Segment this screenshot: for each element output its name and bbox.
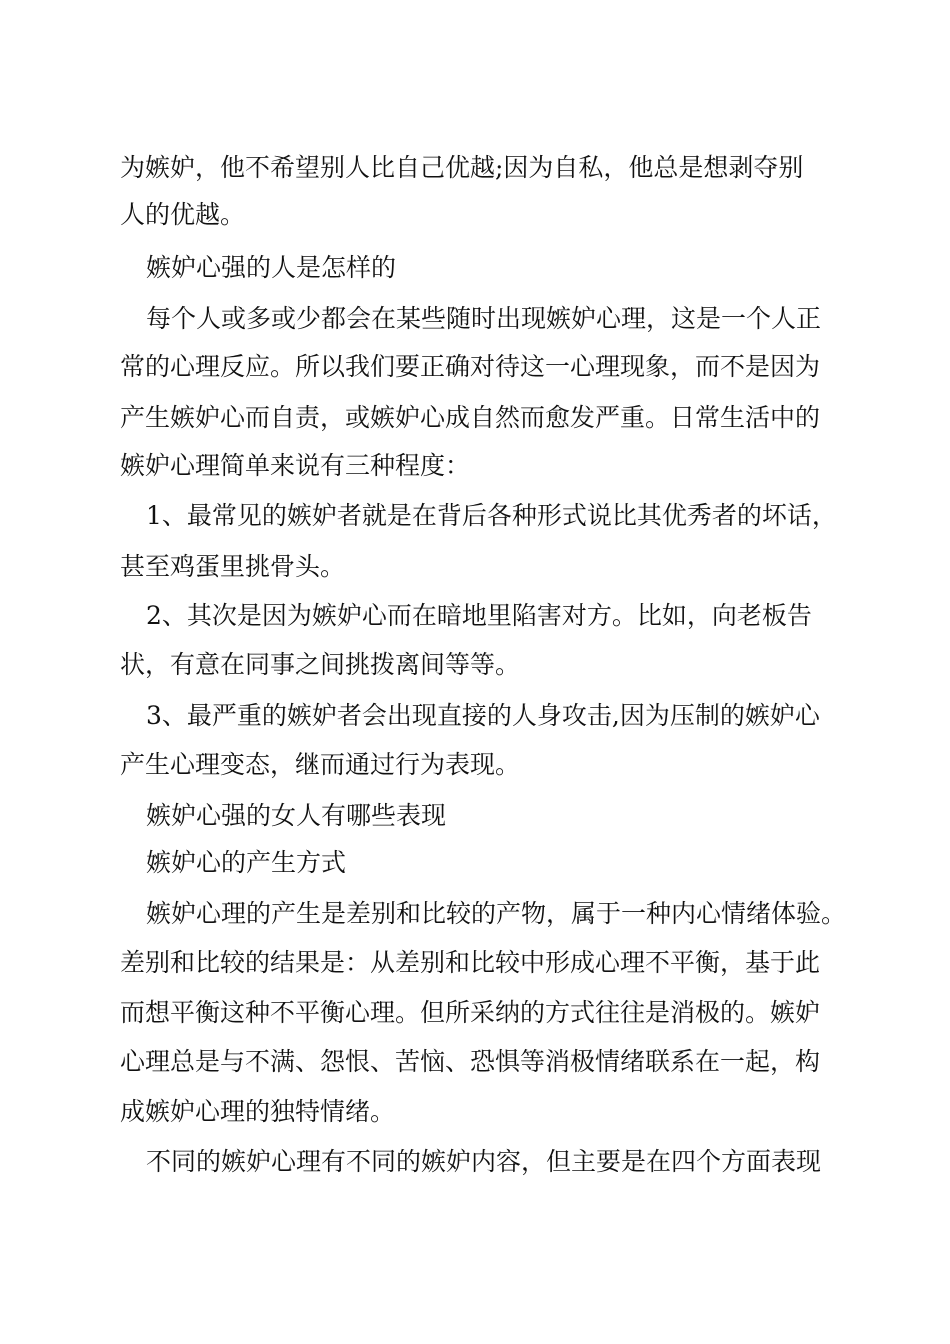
text-line: 不同的嫉妒心理有不同的嫉妒内容，但主要是在四个方面表现 — [146, 1147, 822, 1176]
list-item: 2、其次是因为嫉妒心而在暗地里陷害对方。比如，向老板告 — [146, 601, 812, 630]
text-line: 为嫉妒，他不希望别人比自己优越;因为自私，他总是想剥夺别 — [120, 153, 804, 182]
text-line: 心理总是与不满、怨恨、苦恼、恐惧等消极情绪联系在一起，构 — [120, 1047, 821, 1076]
text-line: 差别和比较的结果是：从差别和比较中形成心理不平衡，基于此 — [120, 948, 821, 977]
text-line: 人的优越。 — [120, 200, 246, 229]
text-line: 成嫉妒心理的独特情绪。 — [120, 1097, 396, 1126]
section-heading: 嫉妒心强的女人有哪些表现 — [146, 801, 447, 830]
text-line: 每个人或多或少都会在某些随时出现嫉妒心理，这是一个人正 — [146, 304, 822, 333]
list-item: 3、最严重的嫉妒者会出现直接的人身攻击,因为压制的嫉妒心 — [146, 701, 820, 730]
text-line: 甚至鸡蛋里挑骨头。 — [120, 552, 346, 581]
text-line: 而想平衡这种不平衡心理。但所采纳的方式往往是消极的。嫉妒 — [120, 998, 821, 1027]
list-item: 1、最常见的嫉妒者就是在背后各种形式说比其优秀者的坏话， — [146, 501, 837, 530]
text-line: 嫉妒心理的产生是差别和比较的产物，属于一种内心情绪体验。 — [146, 899, 847, 928]
text-line: 状，有意在同事之间挑拨离间等等。 — [120, 650, 521, 679]
section-heading: 嫉妒心的产生方式 — [146, 848, 347, 877]
text-line: 常的心理反应。所以我们要正确对待这一心理现象，而不是因为 — [120, 352, 821, 381]
text-line: 嫉妒心理简单来说有三种程度： — [120, 451, 471, 480]
text-line: 产生心理变态，继而通过行为表现。 — [120, 750, 521, 779]
section-heading: 嫉妒心强的人是怎样的 — [146, 253, 397, 282]
text-line: 产生嫉妒心而自责，或嫉妒心成自然而愈发严重。日常生活中的 — [120, 403, 821, 432]
